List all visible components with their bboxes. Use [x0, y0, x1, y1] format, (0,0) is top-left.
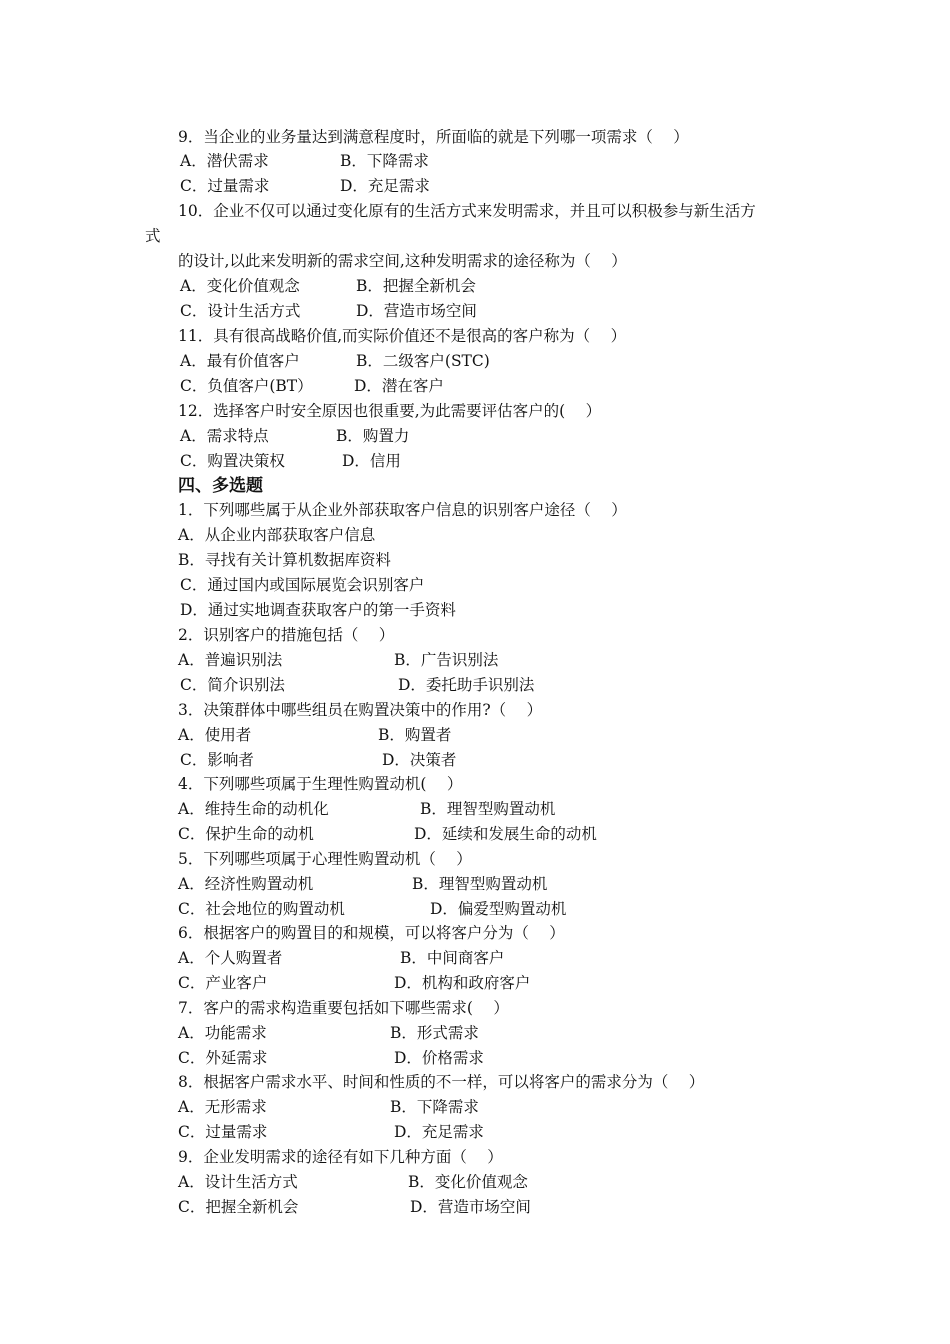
option-d: D．营造市场空间 — [410, 1198, 531, 1216]
option-c: C．通过国内或国际展览会识别客户 — [180, 576, 425, 594]
option-b: B．购置者 — [378, 726, 452, 744]
question-text: 7．客户的需求构造重要包括如下哪些需求( ） — [178, 999, 509, 1017]
option-b: B．理智型购置动机 — [412, 875, 548, 893]
option-c: C．保护生命的动机 — [178, 825, 314, 843]
option-a: A．变化价值观念 — [180, 277, 300, 295]
option-c: C．设计生活方式 — [180, 302, 301, 320]
question-text: 3．决策群体中哪些组员在购置决策中的作用?（ ） — [178, 701, 543, 719]
question-text: 12．选择客户时安全原因也很重要,为此需要评估客户的( ） — [178, 402, 602, 420]
option-b: B．中间商客户 — [400, 949, 505, 967]
option-d: D．营造市场空间 — [356, 302, 477, 320]
option-a: A．功能需求 — [178, 1024, 267, 1042]
option-a: A．从企业内部获取客户信息 — [178, 526, 376, 544]
option-a: A．潜伏需求 — [180, 152, 269, 170]
option-d: D．委托助手识别法 — [398, 676, 535, 694]
option-c: C．把握全新机会 — [178, 1198, 299, 1216]
option-c: C．社会地位的购置动机 — [178, 900, 345, 918]
option-c: C．影响者 — [180, 751, 254, 769]
question-text: 1．下列哪些属于从企业外部获取客户信息的识别客户途径（ ） — [178, 501, 627, 519]
option-d: D．机构和政府客户 — [394, 974, 531, 992]
option-b: B．寻找有关计算机数据库资料 — [178, 551, 391, 569]
option-d: D．通过实地调查获取客户的第一手资料 — [180, 601, 456, 619]
option-d: D．潜在客户 — [354, 377, 444, 395]
option-a: A．个人购置者 — [178, 949, 283, 967]
option-a: A．无形需求 — [178, 1098, 267, 1116]
option-a: A．设计生活方式 — [178, 1173, 298, 1191]
option-c: C．过量需求 — [180, 177, 270, 195]
option-d: D．充足需求 — [394, 1123, 484, 1141]
option-b: B．形式需求 — [390, 1024, 479, 1042]
question-text: 5．下列哪些项属于心理性购置动机（ ） — [178, 850, 472, 868]
option-a: A．需求特点 — [180, 427, 269, 445]
option-c: C．简介识别法 — [180, 676, 285, 694]
option-d: D．信用 — [342, 452, 401, 470]
question-text: 11．具有很高战略价值,而实际价值还不是很高的客户称为（ ） — [178, 327, 627, 345]
option-c: C．产业客户 — [178, 974, 268, 992]
option-b: B．变化价值观念 — [408, 1173, 528, 1191]
option-a: A．普遍识别法 — [178, 651, 283, 669]
option-b: B．理智型购置动机 — [420, 800, 556, 818]
option-d: D．充足需求 — [340, 177, 430, 195]
question-text: 9．企业发明需求的途径有如下几种方面（ ） — [178, 1148, 503, 1166]
option-a: A．最有价值客户 — [180, 352, 300, 370]
question-text: 2．识别客户的措施包括（ ） — [178, 626, 395, 644]
question-text: 8．根据客户需求水平、时间和性质的不一样，可以将客户的需求分为（ ） — [178, 1073, 705, 1091]
option-a: A．使用者 — [178, 726, 252, 744]
option-b: B．购置力 — [336, 427, 410, 445]
option-b: B．广告识别法 — [394, 651, 499, 669]
option-d: D．决策者 — [382, 751, 457, 769]
option-d: D．价格需求 — [394, 1049, 484, 1067]
option-b: B．把握全新机会 — [356, 277, 476, 295]
option-c: C．过量需求 — [178, 1123, 268, 1141]
option-c: C．外延需求 — [178, 1049, 268, 1067]
option-b: B．下降需求 — [390, 1098, 479, 1116]
option-c: C．购置决策权 — [180, 452, 285, 470]
option-d: D．偏爱型购置动机 — [430, 900, 567, 918]
question-text: 9．当企业的业务量达到满意程度时，所面临的就是下列哪一项需求（ ） — [178, 128, 689, 146]
section-heading: 四、多选题 — [178, 476, 263, 496]
option-b: B．下降需求 — [340, 152, 429, 170]
option-b: B．二级客户(STC) — [356, 352, 490, 370]
option-c: C．负值客户(BT） — [180, 377, 313, 395]
question-text-wrap: 式 — [145, 227, 161, 245]
option-a: A．经济性购置动机 — [178, 875, 314, 893]
option-d: D．延续和发展生命的动机 — [414, 825, 597, 843]
question-text: 10．企业不仅可以通过变化原有的生活方式来发明需求，并且可以积极参与新生活方 — [178, 202, 756, 220]
option-a: A．维持生命的动机化 — [178, 800, 329, 818]
question-text: 4．下列哪些项属于生理性购置动机( ） — [178, 775, 463, 793]
question-text-continued: 的设计,以此来发明新的需求空间,这种发明需求的途径称为（ ） — [178, 252, 627, 270]
question-text: 6．根据客户的购置目的和规模，可以将客户分为（ ） — [178, 924, 565, 942]
